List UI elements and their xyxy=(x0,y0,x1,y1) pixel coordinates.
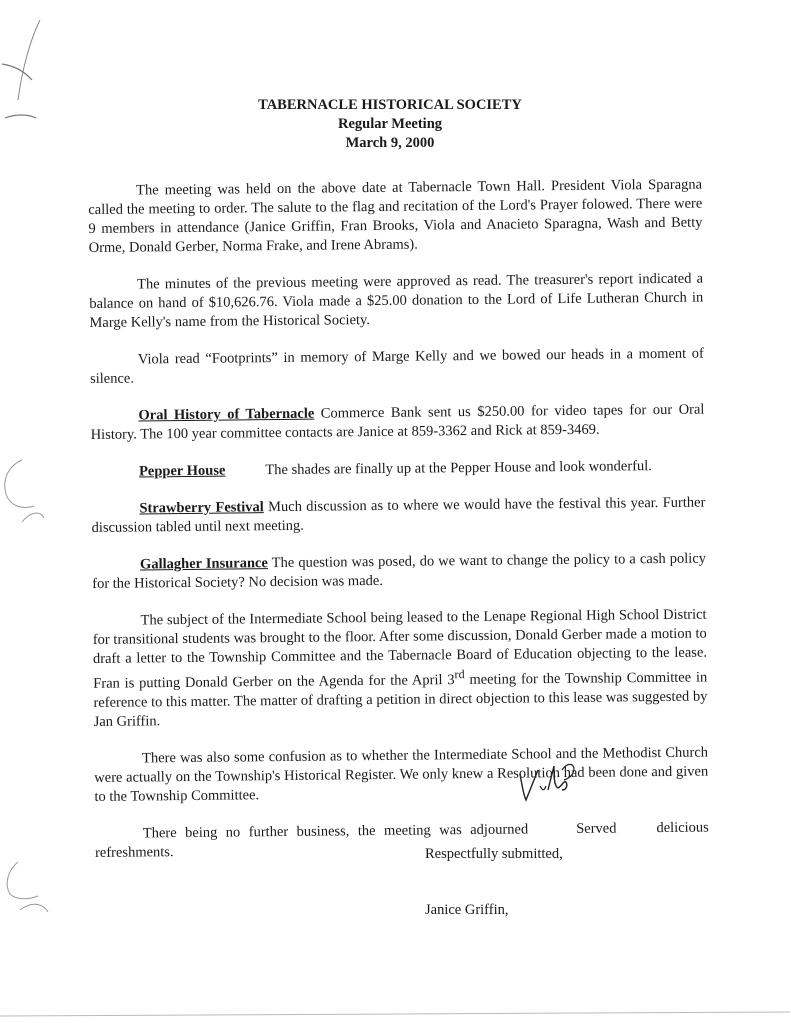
closing-line: Respectfully submitted, xyxy=(425,846,563,862)
paragraph-adjourn: There being no further business, the meeting was adjourned Served delicious refreshments. xyxy=(94,819,709,861)
document-header xyxy=(0,96,780,153)
paragraph-opening: The meeting was held on the above date at Tabernacle Town Hall. President Viola Sparagna called the meeting to order. The salute to the flag and recitation of the Lord's Prayer folowed. There were 9 members in attendance (Janice Griffin, Fran Brooks, Viola and Anacieto Sparagna, Wash and Betty Orme, Donald Gerber, Norma Frake, and Irene Abrams). xyxy=(88,176,703,256)
paragraph-school: The subject of the Intermediate School being leased to the Lenape Regional High School District for transitional students was brought to the floor. After some discussion, Donald Gerber made a motion to draft a letter to the Township Committee and the Tabernacle Board of Education objecting to the lease. Fran is putting Donald Gerber on the Agenda for the April 3rd meeting for the Township Committee in reference to this matter. The matter of drafting a petition in direct objection to this lease was suggested by Jan Griffin. xyxy=(92,606,708,730)
paragraph-oral-history xyxy=(90,401,704,445)
section-heading: Oral History of Tabernacle xyxy=(138,405,315,424)
section-heading: Strawberry Festival xyxy=(139,499,264,517)
section-text: The shades are finally up at the Pepper House and look wonderful. xyxy=(265,458,652,479)
paragraph-confusion: There was also some confusion as to whether the Intermediate School and the Methodist Church were actually on the Township's Historical Register. We only knew a Resolution had been done and given to the Township Committee. xyxy=(94,744,709,805)
paragraph-pepper-house xyxy=(91,457,705,482)
section-heading: Pepper House xyxy=(138,462,226,480)
paragraph-footprints: Viola read “Footprints” in memory of Marge Kelly and we bowed our heads in a moment of silence. xyxy=(89,345,704,387)
paragraph-treasurer: The minutes of the previous meeting were approved as read. The treasurer's report indicated a balance on hand of $10,626.76. Viola made a $25.00 donation to the Lord of Life Lutheran Church in Marge Kelly's name from the Historical Society. xyxy=(89,270,704,331)
society-title: TABERNACLE HISTORICAL SOCIETY xyxy=(258,97,522,113)
paragraph-gallagher xyxy=(92,550,706,594)
binder-hole-mark xyxy=(7,862,38,899)
section-text: Commerce Bank sent us $250.00 for video tapes for our Oral History. The 100 year committee contacts are Janice at 859-3362 and Rick at 859-3469. xyxy=(90,401,705,443)
section-text: Much discussion as to where we would have the festival this year. Further discussion tabled until next meeting. xyxy=(91,494,706,536)
submitter-name: Janice Griffin, xyxy=(425,902,509,918)
meeting-date: March 9, 2000 xyxy=(345,135,435,151)
meeting-type: Regular Meeting xyxy=(337,116,443,132)
minutes-body xyxy=(88,176,709,881)
section-text: The question was posed, do we want to change the policy to a cash policy for the Historical Society? No decision was made. xyxy=(92,550,707,592)
handwritten-signature xyxy=(516,756,576,806)
section-heading: Gallagher Insurance xyxy=(139,555,268,573)
binder-hole-mark xyxy=(5,460,34,508)
paragraph-strawberry xyxy=(91,494,705,538)
stray-mark xyxy=(18,20,40,100)
